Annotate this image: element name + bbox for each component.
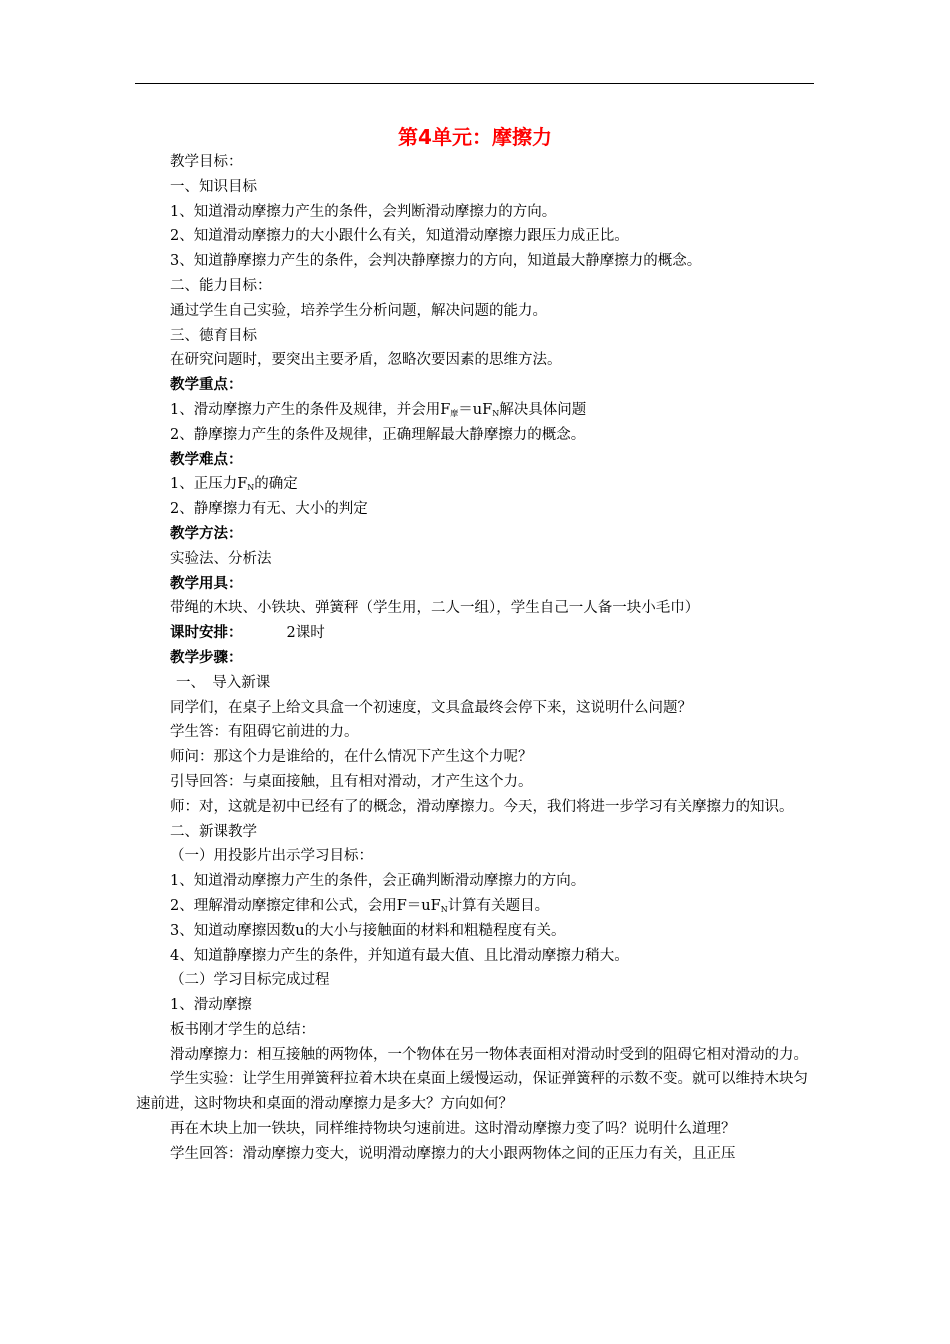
normal-subscript: N: [247, 483, 255, 493]
intro-question: 师问：那这个力是谁给的，在什么情况下产生这个力呢？: [170, 749, 533, 766]
board-summary: 板书刚才学生的总结：: [170, 1021, 315, 1038]
intro-teacher-paragraph: 师：对，这就是初中已经有了的概念，滑动摩擦力。今天，我们将进一步学习有关摩擦力的知识。: [170, 798, 794, 815]
difficulty-item: [136, 472, 816, 497]
schedule-line: [136, 621, 816, 646]
difficulties-heading: 教学难点：: [170, 450, 243, 468]
header-rule: [135, 83, 814, 84]
student-answer-paragraph: 学生回答：滑动摩擦力变大，说明滑动摩擦力的大小跟两物体之间的正压力有关，且正压: [170, 1145, 736, 1162]
objectives-heading: 教学目标：: [170, 154, 243, 170]
sliding-heading: 1、滑动摩擦: [170, 997, 252, 1014]
steps-heading: 教学步骤：: [170, 648, 243, 666]
knowledge-item: 3、知道静摩擦力产生的条件，会判决静摩擦力的方向，知道最大静摩擦力的概念。: [170, 253, 702, 270]
difficulty-item: 2、静摩擦力有无、大小的判定: [170, 501, 368, 518]
moral-heading: 三、德育目标: [170, 327, 257, 344]
process-subheading: （二）学习目标完成过程: [170, 972, 330, 989]
knowledge-item: 1、知道滑动摩擦力产生的条件，会判断滑动摩擦力的方向。: [170, 203, 557, 220]
goal-item: 4、知道静摩擦力产生的条件，并知道有最大值、且比滑动摩擦力稍大。: [170, 947, 629, 964]
normal-subscript: N: [440, 904, 448, 914]
tools-text: 带绳的木块、小铁块、弹簧秤（学生用，二人一组），学生自己一人备一块小毛巾）: [170, 600, 700, 617]
definition-paragraph: 滑动摩擦力：相互接触的两物体，一个物体在另一物体表面相对滑动时受到的阻碍它相对滑动的力。: [170, 1046, 808, 1063]
tools-heading: 教学用具：: [170, 574, 243, 592]
normal-subscript: N: [492, 408, 500, 418]
methods-heading: 教学方法：: [170, 524, 243, 542]
schedule-heading: 课时安排：: [170, 624, 243, 642]
friction-subscript: 摩: [450, 408, 459, 418]
methods-text: 实验法、分析法: [170, 550, 272, 567]
knowledge-heading: 一、知识目标: [170, 178, 257, 195]
ability-text: 通过学生自己实验，培养学生分析问题，解决问题的能力。: [170, 302, 547, 319]
goal-item: 3、知道动摩擦因数u的大小与接触面的材料和粗糙程度有关。: [170, 922, 566, 939]
goal-item: 1、知道滑动摩擦力产生的条件，会正确判断滑动摩擦力的方向。: [170, 873, 586, 890]
knowledge-item: 2、知道滑动摩擦力的大小跟什么有关，知道滑动摩擦力跟压力成正比。: [170, 228, 629, 245]
new-lesson-heading: 二、新课教学: [170, 823, 257, 840]
intro-answer: 引导回答：与桌面接触，且有相对滑动，才产生这个力。: [170, 773, 533, 790]
intro-heading: 一、 导入新课: [176, 674, 271, 691]
key-point-item: [136, 398, 816, 423]
key-point-text: 解决具体问题: [499, 401, 587, 418]
difficulty-text: 的确定: [254, 476, 298, 493]
intro-question: 同学们，在桌子上给文具盒一个初速度，文具盒最终会停下来，这说明什么问题？: [170, 699, 692, 716]
goal-item: [136, 894, 816, 919]
goal-text: 2、理解滑动摩擦定律和公式，会用F＝uF: [170, 897, 441, 914]
key-point-item: 2、静摩擦力产生的条件及规律，正确理解最大静摩擦力的概念。: [170, 426, 586, 443]
intro-answer: 学生答：有阻碍它前进的力。: [170, 724, 359, 741]
key-points-heading: 教学重点：: [170, 376, 243, 394]
iron-block-paragraph: 再在木块上加一铁块，同样维持物块匀速前进。这时滑动摩擦力变了吗？说明什么道理？: [170, 1121, 736, 1138]
formula-text: ＝uF: [458, 401, 493, 418]
page-title: 第4单元：摩擦力: [398, 125, 552, 149]
ability-heading: 二、能力目标：: [170, 277, 272, 294]
goal-text: 计算有关题目。: [447, 897, 550, 914]
experiment-paragraph: 学生实验：让学生用弹簧秤拉着木块在桌面上缓慢运动，保证弹簧秤的示数不变。就可以维持木块匀速前进，这时物块和桌面的滑动摩擦力是多大？方向如何？: [136, 1071, 808, 1113]
moral-text: 在研究问题时，要突出主要矛盾，忽略次要因素的思维方法。: [170, 352, 562, 369]
objectives-subheading: （一）用投影片出示学习目标：: [170, 848, 373, 865]
document-body: [136, 150, 816, 1167]
difficulty-text: 1、正压力F: [170, 476, 248, 493]
key-point-text: 1、滑动摩擦力产生的条件及规律，并会用F: [170, 401, 451, 418]
schedule-value: 2课时: [286, 625, 325, 642]
